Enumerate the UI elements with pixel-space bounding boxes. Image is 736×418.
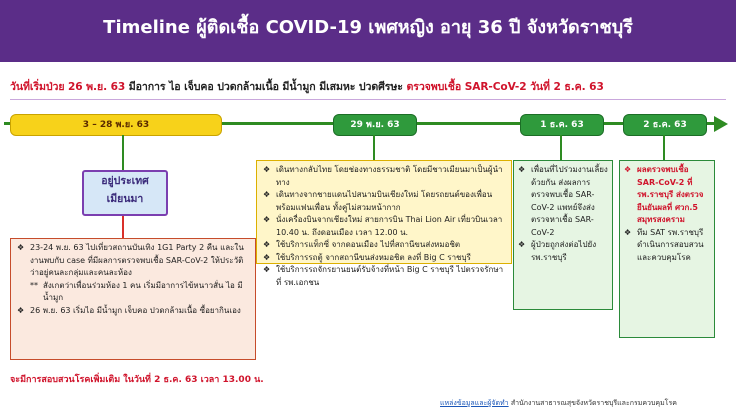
detection-date-text: ตรวจพบเชื้อ SAR-CoV-2 วันที่ 2 ธ.ค. 63 [406,81,604,93]
diamond-bullet-icon: ❖ [263,190,271,199]
list-item: ** สังเกตว่าเพื่อนร่วมห้อง 1 คน เริ่มมีอาการไข้หนาวสั่น ไอ มีน้ำมูก [30,280,243,302]
diamond-bullet-icon: ❖ [263,252,271,262]
diamond-bullet-icon: ❖ [263,215,271,224]
asterisk-bullet-icon: ** [30,280,38,290]
myanmar-activities-box [10,238,256,360]
list-item: ❖ 26 พ.ย. 63 เริ่มไอ มีน้ำมูก เจ็บคอ ปวดกล้ามเนื้อ ซื้อยากินเอง [17,305,250,318]
symptoms-text: มีอาการ ไอ เจ็บคอ ปวดกล้ามเนื้อ มีน้ำมูก มีเสมหะ ปวดศีรษะ [125,81,407,93]
diamond-bullet-icon: ❖ [624,165,632,174]
list-item: ❖ ผลตรวจพบเชื้อ SAR-CoV-2 ที่ รพ.ราชบุรี ส่งตรวจยืนยันผลที่ ศวก.5 สมุทรสงคราม [624,165,704,224]
date-pill-1-dec: 1 ธ.ค. 63 [520,114,604,136]
list-item: ❖ ใช้บริการรถตู้ จากสถานีขนส่งหมอชิต ลงที่ Big C ราชบุรี [263,252,506,265]
list-item: ❖ เดินทางจากชายแดนไปสนามบินเชียงใหม่ โดยรถยนต์ของเพื่อน พร้อมแฟนเพื่อน ทั้งคู่ไม่สวมหน้ากาก [263,190,493,212]
onset-date-text: วันที่เริ่มป่วย 26 พ.ย. 63 [10,81,126,93]
connector-line [373,135,375,160]
country-box-line2: เมียนมา [106,193,144,205]
list-item: ❖ เดินทางกลับไทย โดยช่องทางธรรมชาติ โดยมีชาวเมียนมาเป็นผู้นำทาง [263,165,503,187]
list-item: ❖ ทีม SAT รพ.ราชบุรี ดำเนินการสอบสวนและควบคุมโรค [624,227,704,262]
diamond-bullet-icon: ❖ [263,165,271,174]
subtitle-line [10,78,726,95]
connector-line [122,135,124,170]
events-1-dec-box [513,160,613,310]
list-item: ❖ ใช้บริการแท็กซี่ จากดอนเมือง ไปที่สถานีขนส่งหมอชิต [263,239,506,252]
timeline-arrow-head-icon [714,116,728,132]
page-title: Timeline ผู้ติดเชื้อ COVID-19 เพศหญิง อายุ 36 ปี จังหวัดราชบุรี [103,17,633,38]
connector-line [122,214,124,238]
divider [10,99,726,100]
source-label: แหล่งข้อมูลและผู้จัดทำ [440,399,509,407]
diamond-bullet-icon: ❖ [17,243,25,252]
travel-29-nov-box [256,160,512,287]
date-pill-3-28-nov: 3 – 28 พ.ย. 63 [10,114,222,136]
country-box-line1: อยู่ประเทศ [101,175,149,187]
diamond-bullet-icon: ❖ [263,240,271,249]
list-item: ❖ ผู้ป่วยถูกส่งต่อไปยัง รพ.ราชบุรี [518,240,597,262]
country-box [82,170,168,216]
footer-note: จะมีการสอบสวนโรคเพิ่มเติม ในวันที่ 2 ธ.ค. 63 เวลา 13.00 น. [10,375,264,385]
list-item: ❖ นั่งเครื่องบินจากเชียงใหม่ สายการบิน Thai Lion Air เที่ยวบินเวลา 10.40 น. ถึงดอนเมือง เวลา 12.00 น. [263,215,503,237]
connector-line [560,135,562,160]
source-text: สำนักงานสาธารณสุขจังหวัดราชบุรีและกรมควบคุมโรค [508,399,677,407]
date-pill-29-nov: 29 พ.ย. 63 [333,114,417,136]
list-item: ❖ ใช้บริการรถจักรยานยนต์รับจ้างที่หน้า Big C ราชบุรี ไปตรวจรักษาที่ รพ.เอกชน [263,265,504,287]
diamond-bullet-icon: ❖ [263,265,271,274]
header-bar [0,0,736,62]
source-credit [440,398,677,409]
date-pill-2-dec: 2 ธ.ค. 63 [623,114,707,136]
list-item: ❖ เพื่อนที่ไปร่วมงานเลี้ยงด้วยกัน ส่งผลการตรวจพบเชื้อ SAR-CoV-2 แพทย์จึงส่งตรวจหาเชื้อ SAR-CoV-2 [518,165,608,237]
events-2-dec-box [619,160,715,338]
diamond-bullet-icon: ❖ [518,240,526,249]
list-item: ❖ 23-24 พ.ย. 63 ไปเที่ยวสถานบันเทิง 1G1 Party 2 คืน และในงานพบกับ case ที่มีผลการตรวจพบเชื้อ SAR-CoV-2 ให้ประวัติว่าอยู่คนละกลุ่มและคนละห้อง [17,243,244,277]
diamond-bullet-icon: ❖ [518,165,526,174]
connector-line [663,135,665,160]
diamond-bullet-icon: ❖ [624,227,632,237]
diamond-bullet-icon: ❖ [17,305,25,315]
